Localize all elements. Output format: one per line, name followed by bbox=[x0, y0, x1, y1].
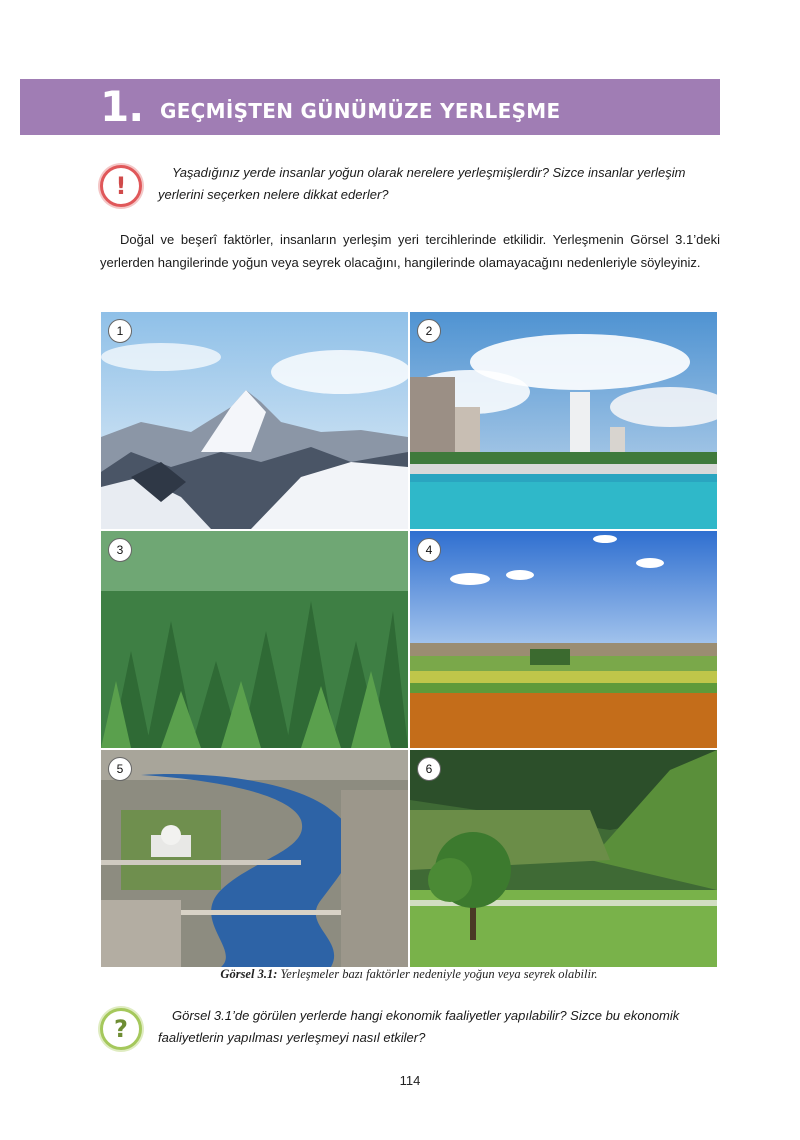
photo-number-badge: 6 bbox=[417, 757, 441, 781]
chapter-title: GEÇMİŞTEN GÜNÜMÜZE YERLEŞME bbox=[160, 99, 561, 123]
question-icon: ? bbox=[100, 1008, 142, 1050]
photo-number-badge: 1 bbox=[108, 319, 132, 343]
chapter-number: 1. bbox=[100, 82, 144, 131]
photo-coastal-city bbox=[410, 312, 717, 529]
chapter-banner bbox=[20, 79, 720, 135]
photo-number-badge: 4 bbox=[417, 538, 441, 562]
photo-forest bbox=[101, 531, 408, 748]
photo-number-badge: 5 bbox=[108, 757, 132, 781]
alert-question bbox=[158, 162, 720, 206]
discussion-question bbox=[158, 1005, 720, 1049]
exclamation-icon: ! bbox=[100, 165, 142, 207]
figure-caption bbox=[100, 967, 718, 982]
page-number: 114 bbox=[399, 1073, 421, 1088]
caption-label: Görsel 3.1: bbox=[220, 967, 278, 981]
photo-number-badge: 2 bbox=[417, 319, 441, 343]
photo-number-badge: 3 bbox=[108, 538, 132, 562]
question-line-1: Görsel 3.1’de görülen yerlerde hangi ekonomik faaliyetler yapılabilir? Sizce bu ekonomik bbox=[172, 1008, 680, 1023]
photo-mountains bbox=[101, 312, 408, 529]
photo-valley-pasture bbox=[410, 750, 717, 967]
intro-paragraph bbox=[100, 229, 720, 274]
photo-plains bbox=[410, 531, 717, 748]
intro-paragraph-text: Doğal ve beşerî faktörler, insanların yerleşim yeri tercihlerinde etkilidir. Yerleşmenin Görsel 3.1’deki yerlerden hangilerinde yoğun veya seyrek olacağını, hangilerinde olamayacağını nedenleriyle söyleyiniz. bbox=[100, 232, 720, 270]
alert-line-1: Yaşadığınız yerde insanlar yoğun olarak nerelere yerleşmişlerdir? Sizce insanlar yerleşim bbox=[172, 165, 686, 180]
alert-line-2: yerlerini seçerken nelere dikkat ederler? bbox=[158, 187, 389, 202]
photo-river-city bbox=[101, 750, 408, 967]
caption-text: Yerleşmeler bazı faktörler nedeniyle yoğun veya seyrek olabilir. bbox=[277, 967, 598, 981]
question-line-2: faaliyetlerin yapılması yerleşmeyi nasıl etkiler? bbox=[158, 1030, 426, 1045]
